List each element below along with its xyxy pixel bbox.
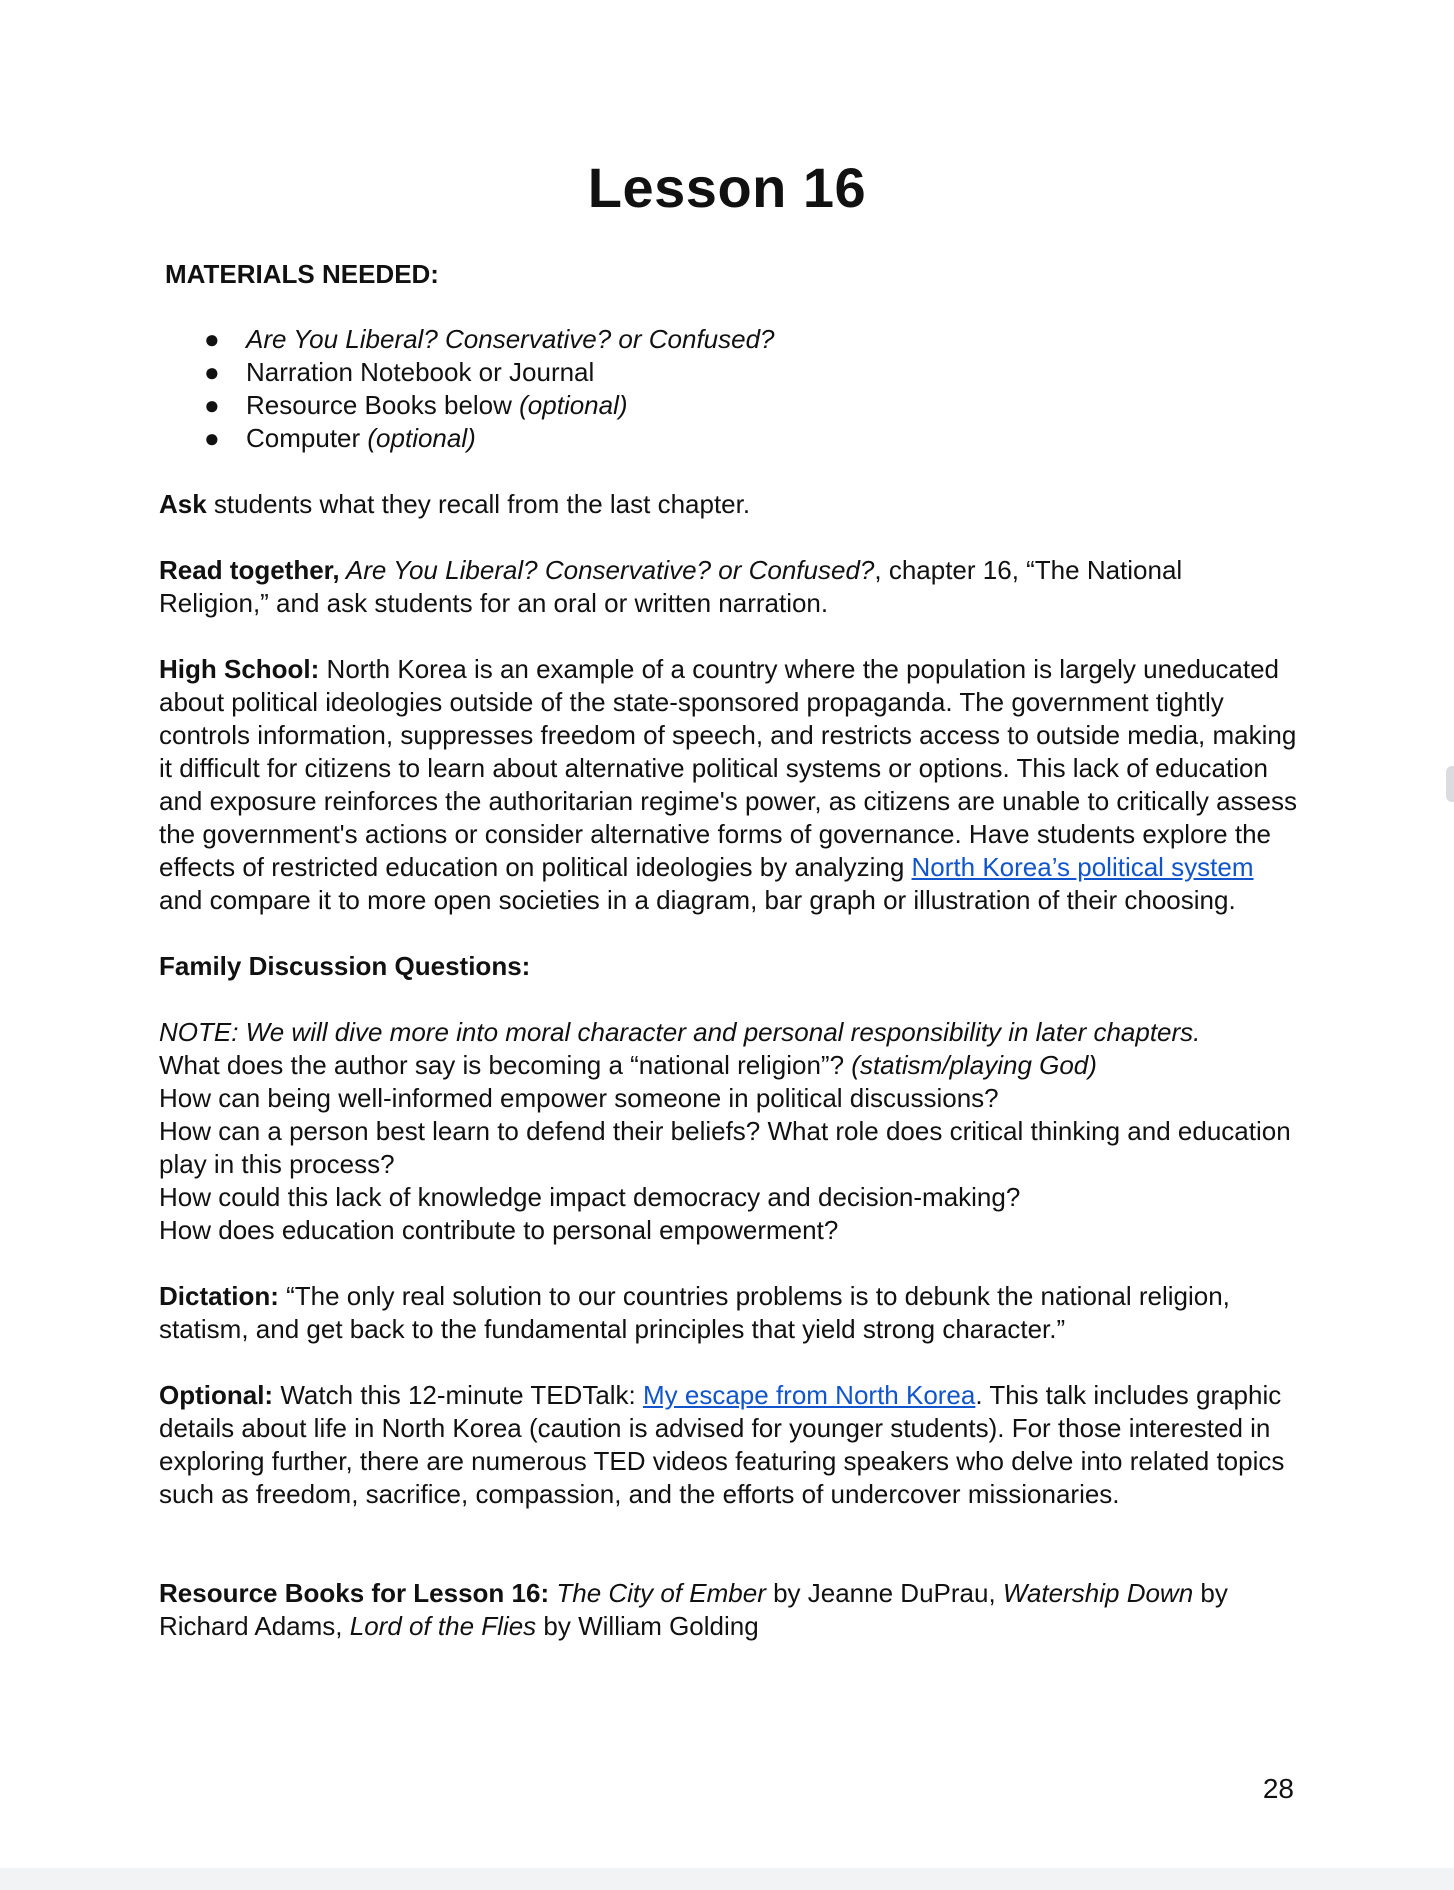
material-note: (optional) xyxy=(367,423,476,453)
question-5: How does education contribute to personal empowerment? xyxy=(159,1215,839,1245)
resources-label: Resource Books for Lesson 16: xyxy=(159,1578,550,1608)
materials-list xyxy=(159,323,1299,455)
optional-text: Watch this 12-minute TEDTalk: xyxy=(273,1380,643,1410)
question-2: How can being well-informed empower someone in political discussions? xyxy=(159,1083,999,1113)
material-book-title: Are You Liberal? Conservative? or Confused? xyxy=(246,324,775,354)
resource-author-3: by William Golding xyxy=(536,1611,759,1641)
resource-author-1: by Jeanne DuPrau, xyxy=(765,1578,1003,1608)
high-school-label: High School: xyxy=(159,654,320,684)
discussion-questions xyxy=(159,1016,1299,1247)
optional-paragraph xyxy=(159,1379,1299,1511)
resource-book-2: Watership Down xyxy=(1002,1578,1194,1608)
materials-heading: MATERIALS NEEDED: xyxy=(165,259,439,289)
ask-text: students what they recall from the last chapter. xyxy=(206,489,751,519)
bottom-page-gap xyxy=(0,1868,1454,1890)
list-item xyxy=(204,422,1299,455)
optional-label: Optional: xyxy=(159,1380,274,1410)
list-item xyxy=(204,389,1299,422)
material-note: (optional) xyxy=(519,390,628,420)
page-number: 28 xyxy=(1262,1773,1294,1804)
question-1 xyxy=(159,1049,1299,1082)
list-item xyxy=(204,356,1299,389)
question-hint: (statism/playing God) xyxy=(851,1050,1097,1080)
discussion-note-text: NOTE: We will dive more into moral character and personal responsibility in later chapters. xyxy=(159,1017,1201,1047)
dictation-text: “The only real solution to our countries problems is to debunk the national religion, statism, and get back to the fundamental principles that yield strong character.” xyxy=(159,1281,1230,1344)
read-label: Read together, xyxy=(159,555,340,585)
discussion-note xyxy=(159,1016,1299,1049)
dictation-label: Dictation: xyxy=(159,1281,279,1311)
dictation-paragraph xyxy=(159,1280,1299,1346)
ask-label: Ask xyxy=(159,489,207,519)
page-title: Lesson 16 xyxy=(587,156,867,219)
high-school-text-end: and compare it to more open societies in a diagram, bar graph or illustration of their choosing. xyxy=(159,885,1236,915)
side-scroll-handle[interactable] xyxy=(1446,766,1454,802)
lesson-content xyxy=(159,258,1299,1643)
high-school-text: North Korea is an example of a country where the population is largely uneducated about political ideologies outside of the state-sponsored propaganda. The government tightly controls information, suppresses freedom of speech, and restricts access to outside media, making it difficult for citizens to learn about alternative political systems or options. This lack of education and exposure reinforces the authoritarian regime's power, as citizens are unable to critically assess the government's actions or consider alternative forms of governance. Have students explore the effects of restricted education on political ideologies by analyzing xyxy=(159,654,1297,882)
discussion-heading xyxy=(159,950,1299,983)
read-book-title: Are You Liberal? Conservative? or Confused? xyxy=(339,555,875,585)
north-korea-political-system-link[interactable]: North Korea’s political system xyxy=(911,852,1254,882)
discussion-label: Family Discussion Questions: xyxy=(159,951,531,981)
list-item xyxy=(204,323,1299,356)
resource-book-1: The City of Ember xyxy=(549,1578,766,1608)
read-paragraph xyxy=(159,554,1299,620)
read-text: , chapter 16, “The National Religion,” and ask students for an oral or written narration. xyxy=(159,555,1183,618)
ted-talk-link[interactable]: My escape from North Korea xyxy=(643,1380,976,1410)
material-text: Computer xyxy=(246,423,368,453)
resources-paragraph xyxy=(159,1577,1299,1643)
bullet-icon: ● xyxy=(204,390,220,420)
bullet-icon: ● xyxy=(204,357,220,387)
question-4: How could this lack of knowledge impact democracy and decision-making? xyxy=(159,1182,1021,1212)
question-text: What does the author say is becoming a “national religion”? xyxy=(159,1050,852,1080)
resource-book-3: Lord of the Flies xyxy=(349,1611,537,1641)
resource-author-2: by Richard Adams, xyxy=(159,1578,1228,1641)
material-text: Resource Books below xyxy=(246,390,520,420)
question-3: How can a person best learn to defend their beliefs? What role does critical thinking and education play in this process? xyxy=(159,1116,1291,1179)
bullet-icon: ● xyxy=(204,423,220,453)
high-school-paragraph xyxy=(159,653,1299,917)
optional-text-end: . This talk includes graphic details about life in North Korea (caution is advised for younger students). For those interested in exploring further, there are numerous TED videos featuring speakers who delve into related topics such as freedom, sacrifice, compassion, and the efforts of undercover missionaries. xyxy=(159,1380,1285,1509)
bullet-icon: ● xyxy=(204,324,220,354)
material-text: Narration Notebook or Journal xyxy=(246,357,595,387)
ask-paragraph xyxy=(159,488,1299,521)
